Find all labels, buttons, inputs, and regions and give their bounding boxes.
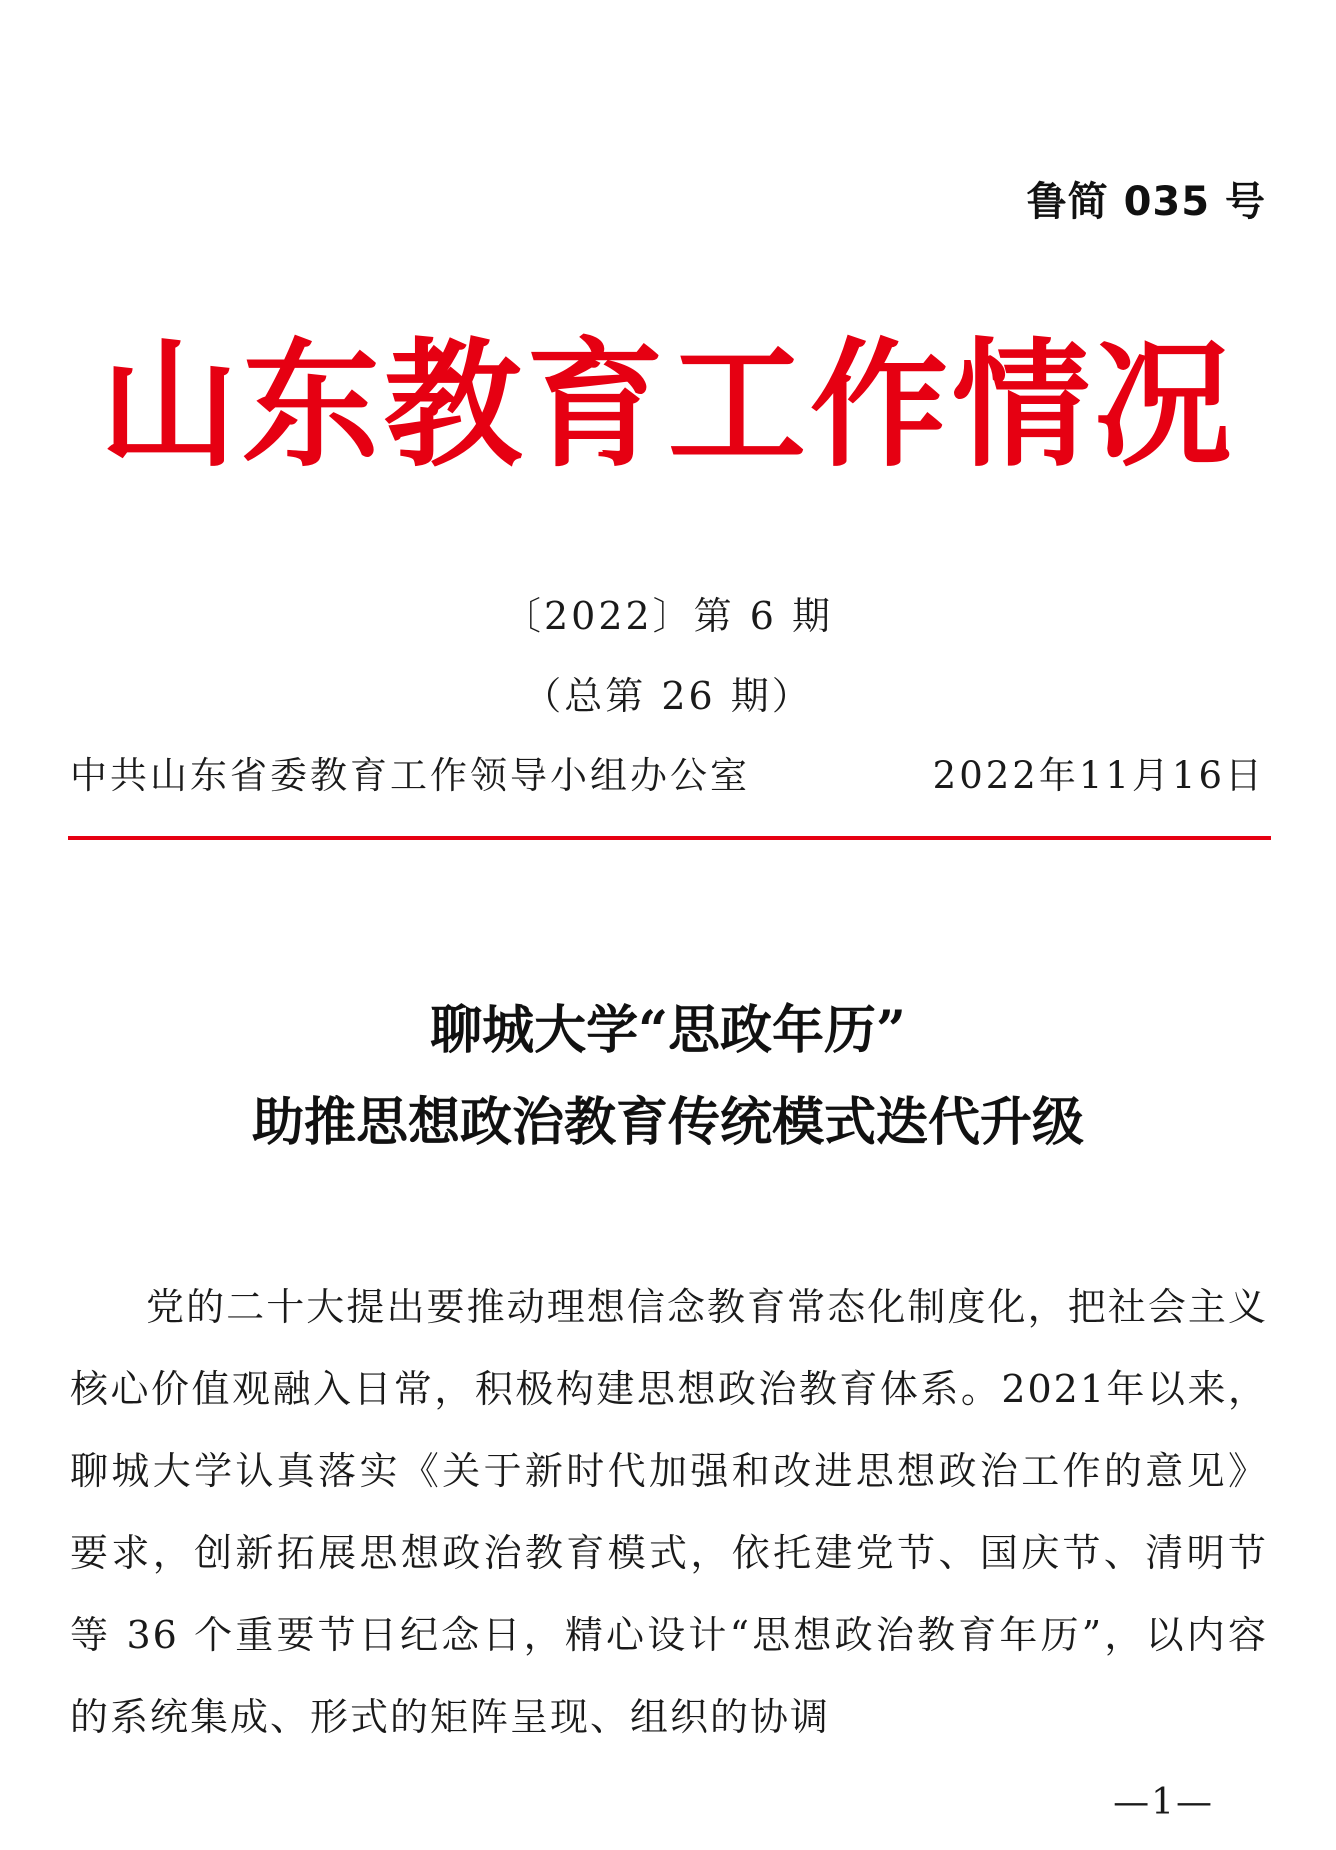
red-divider: [68, 836, 1271, 840]
page-number: —1—: [1113, 1782, 1214, 1823]
issuer-row: [70, 745, 1265, 799]
article-body: [70, 1266, 1268, 1758]
article-title-line-2: 助推思想政治教育传统模式迭代升级: [251, 1092, 1084, 1153]
article-title-line-1: 聊城大学“思政年历”: [430, 1000, 906, 1061]
issue-number: 〔2022〕第 6 期: [502, 594, 834, 638]
total-issue-number: （总第 26 期）: [523, 674, 813, 718]
issue-date: 2022年11月16日: [932, 754, 1265, 797]
article-paragraph: 党的二十大提出要推动理想信念教育常态化制度化，把社会主义核心价值观融入日常，积极构建思想政治教育体系。2021年以来，聊城大学认真落实《关于新时代加强和改进思想政治工作的意见》要求，创新拓展思想政治教育模式，依托建党节、国庆节、清明节等 36 个重要节日纪念日，精心设计“思想政治教育年历”，以内容的系统集成、形式的矩阵呈现、组织的协调: [70, 1285, 1268, 1739]
issuer-name: 中共山东省委教育工作领导小组办公室: [70, 754, 750, 797]
article-title: [0, 985, 1336, 1169]
document-number: 鲁简 035 号: [1026, 179, 1266, 225]
masthead-title: 山东教育工作情况: [99, 323, 1236, 486]
